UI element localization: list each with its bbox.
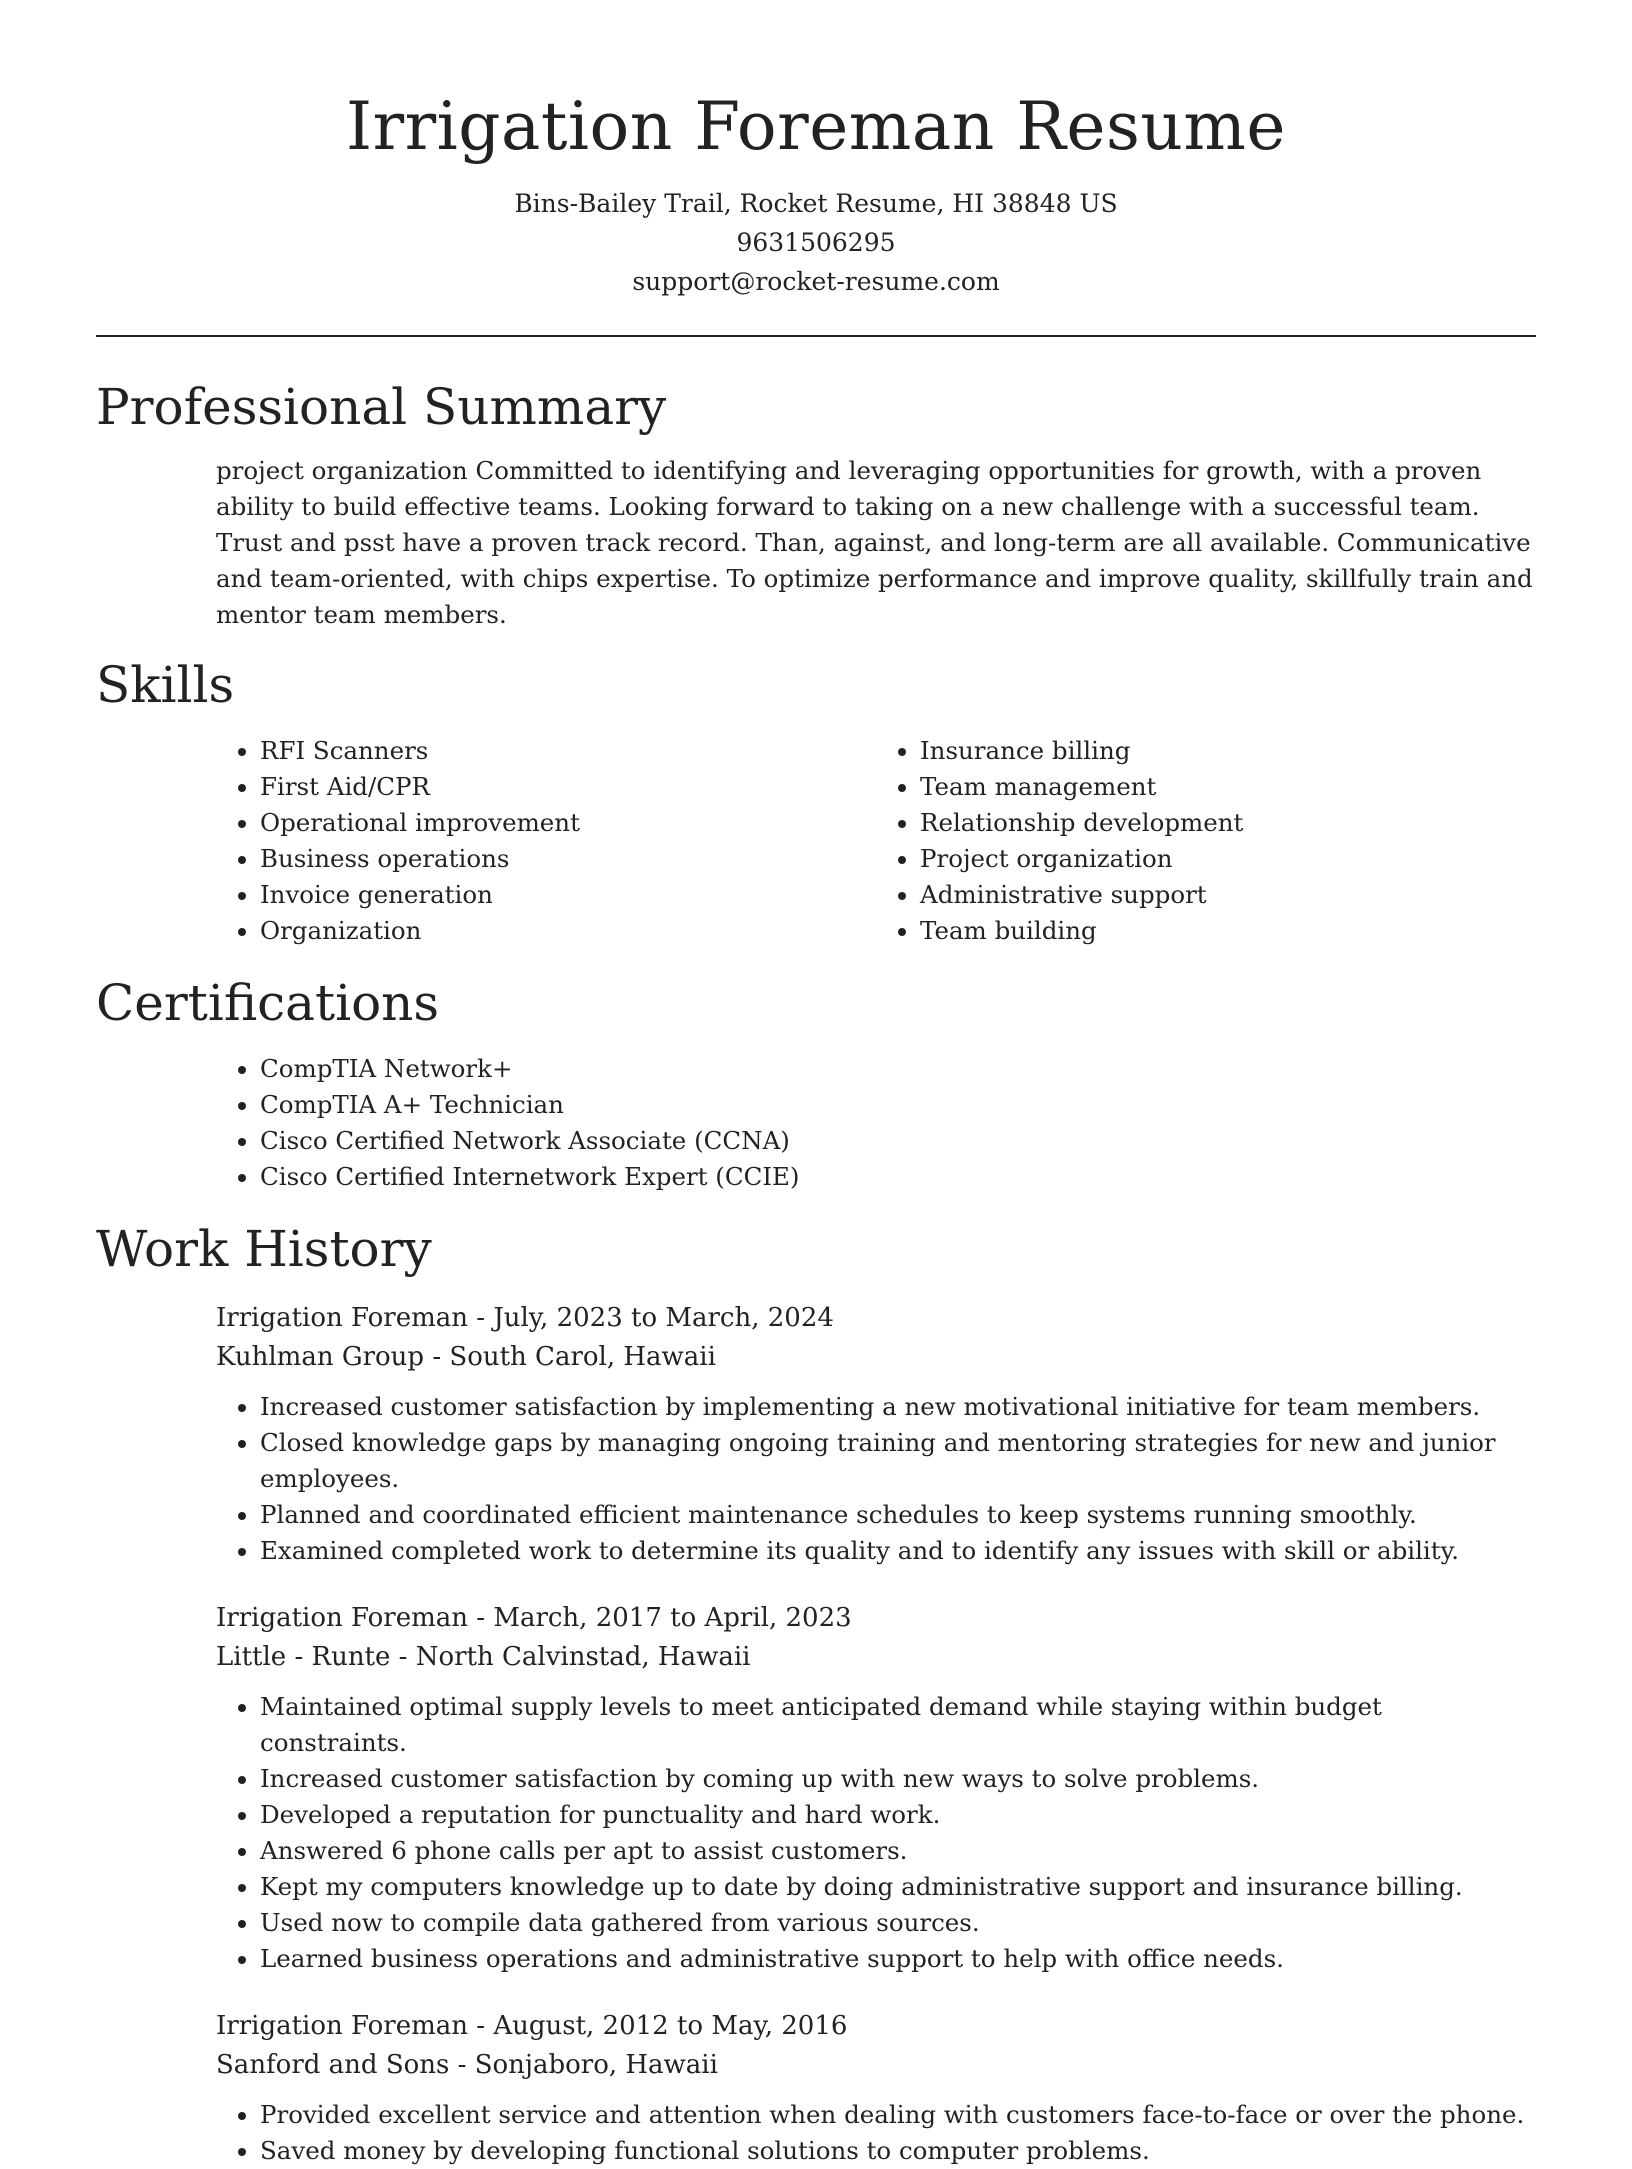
skill-item: • Operational improvement — [260, 805, 876, 841]
job-bullet: • Used now to compile data gathered from various sources. — [260, 1905, 1536, 1941]
skill-item: • First Aid/CPR — [260, 769, 876, 805]
section-title-skills: Skills — [96, 656, 235, 714]
job-company-location: Little - Runte - North Calvinstad, Hawaii — [216, 1642, 751, 1672]
skill-item: • Invoice generation — [260, 877, 876, 913]
job-company-location: Sanford and Sons - Sonjaboro, Hawaii — [216, 2050, 718, 2080]
job-title-dates: Irrigation Foreman - July, 2023 to March, 2024 — [216, 1303, 834, 1333]
skill-item: • Project organization — [920, 841, 1536, 877]
summary-text: project organization Committed to identifying and leveraging opportunities for growth, with a proven ability to build effective teams. Looking forward to taking on a new challenge with a successful team. Trust and psst have a proven track record. Than, against, and long-term are all available. Communicative and team-oriented, with chips expertise. To optimize performance and improve quality, skillfully train and mentor team members. — [216, 456, 1533, 629]
certification-item: • Cisco Certified Internetwork Expert (CCIE) — [260, 1159, 1536, 1195]
phone-number: 9631506295 — [736, 228, 896, 257]
email-address: support@rocket-resume.com — [632, 267, 1000, 296]
section-title-certifications: Certifications — [96, 974, 440, 1032]
skill-item: • Team building — [920, 913, 1536, 949]
job-bullet: • Saved money by developing functional solutions to computer problems. — [260, 2133, 1536, 2169]
job-bullets — [216, 1389, 1536, 1569]
header-divider — [96, 335, 1536, 337]
job-bullet: • Planned and coordinated efficient maintenance schedules to keep systems running smoothly. — [260, 1497, 1536, 1533]
resume-header — [96, 0, 1536, 301]
skill-item: • Relationship development — [920, 805, 1536, 841]
contact-block — [96, 184, 1536, 301]
job-entry — [216, 1299, 1536, 1569]
skills-list — [216, 733, 1536, 949]
job-bullet: • Developed a reputation for punctuality and hard work. — [260, 1797, 1536, 1833]
certification-item: • Cisco Certified Network Associate (CCNA) — [260, 1123, 1536, 1159]
job-bullet: • Kept my computers knowledge up to date by doing administrative support and insurance billing. — [260, 1869, 1536, 1905]
skill-item: • Team management — [920, 769, 1536, 805]
skill-item: • Organization — [260, 913, 876, 949]
job-bullet: • Increased customer satisfaction by coming up with new ways to solve problems. — [260, 1761, 1536, 1797]
section-title-work-history: Work History — [96, 1220, 432, 1278]
job-bullet: • Closed knowledge gaps by managing ongoing training and mentoring strategies for new and junior employees. — [260, 1425, 1536, 1497]
job-bullet: • Increased customer satisfaction by implementing a new motivational initiative for team members. — [260, 1389, 1536, 1425]
skill-item: • Insurance billing — [920, 733, 1536, 769]
job-bullet: • Learned business operations and administrative support to help with office needs. — [260, 1941, 1536, 1977]
section-title-summary: Professional Summary — [96, 378, 667, 436]
skill-item: • RFI Scanners — [260, 733, 876, 769]
skills-column-right — [876, 733, 1536, 949]
job-entry — [216, 1599, 1536, 1977]
job-bullet: • Maintained optimal supply levels to meet anticipated demand while staying within budget constraints. — [260, 1689, 1536, 1761]
skill-item: • Administrative support — [920, 877, 1536, 913]
certification-item: • CompTIA Network+ — [260, 1051, 1536, 1087]
skill-item: • Business operations — [260, 841, 876, 877]
certifications-list — [216, 1051, 1536, 1195]
resume-title: Irrigation Foreman Resume — [346, 88, 1286, 165]
job-entry — [216, 2007, 1536, 2169]
job-title-dates: Irrigation Foreman - March, 2017 to April, 2023 — [216, 1603, 852, 1633]
job-company-location: Kuhlman Group - South Carol, Hawaii — [216, 1342, 716, 1372]
job-bullet: • Answered 6 phone calls per apt to assist customers. — [260, 1833, 1536, 1869]
skills-column-left — [216, 733, 876, 949]
address: Bins-Bailey Trail, Rocket Resume, HI 38848 US — [514, 189, 1118, 218]
job-title-dates: Irrigation Foreman - August, 2012 to May, 2016 — [216, 2011, 848, 2041]
job-bullet: • Provided excellent service and attention when dealing with customers face-to-face or over the phone. — [260, 2097, 1536, 2133]
job-bullet: • Examined completed work to determine its quality and to identify any issues with skill or ability. — [260, 1533, 1536, 1569]
job-bullets — [216, 1689, 1536, 1977]
certification-item: • CompTIA A+ Technician — [260, 1087, 1536, 1123]
job-bullets — [216, 2097, 1536, 2169]
